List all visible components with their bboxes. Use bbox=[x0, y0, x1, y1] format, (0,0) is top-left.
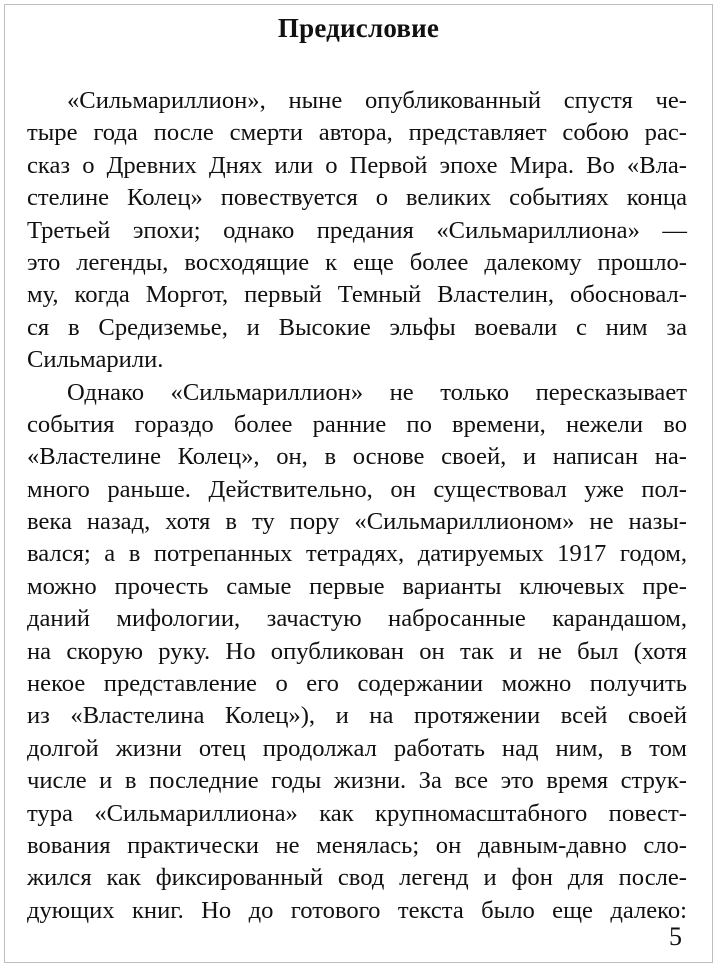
text-line: ся в Средиземье, и Высокие эльфы воевали с ним за bbox=[27, 313, 687, 341]
text-line: можно прочесть самые первые варианты ключевых пре- bbox=[27, 572, 687, 600]
page-number: 5 bbox=[669, 922, 682, 951]
text-line: из «Властелина Колец»), и на протяжении всей своей bbox=[27, 702, 687, 730]
text-line: много раньше. Действительно, он существовал уже пол- bbox=[27, 475, 687, 503]
text-line: Третьей эпохи; однако предания «Сильмариллиона» — bbox=[27, 216, 687, 244]
text-line: века назад, хотя в ту пору «Сильмариллионом» не назы- bbox=[27, 508, 687, 536]
text-line: Сильмарили. bbox=[27, 346, 164, 374]
text-line: «Властелине Колец», он, в основе своей, и написан на- bbox=[27, 443, 687, 471]
text-line: на скорую руку. Но опубликован он так и не был (хотя bbox=[27, 637, 687, 665]
text-line: некое представление о его содержании можно получить bbox=[27, 670, 687, 698]
text-line: «Сильмариллион», ныне опубликованный спустя че- bbox=[67, 87, 687, 114]
book-page bbox=[4, 4, 713, 963]
text-line: Однако «Сильмариллион» не только пересказывает bbox=[67, 378, 687, 406]
text-line: му, когда Моргот, первый Темный Властелин, обосновал- bbox=[27, 281, 687, 309]
text-line: сказ о Древних Днях или о Первой эпохе Мира. Во «Вла- bbox=[27, 151, 687, 179]
text-line: это легенды, восходящие к еще более далекому прошло- bbox=[27, 248, 687, 276]
text-line: стелине Колец» повествуется о великих событиях конца bbox=[27, 184, 687, 212]
text-line: числе и в последние годы жизни. За все это время струк- bbox=[27, 767, 687, 795]
text-line: жился как фиксированный свод легенд и фон для после- bbox=[27, 864, 687, 892]
page-title: Предисловие bbox=[277, 13, 440, 43]
text-line: вался; а в потрепанных тетрадях, датируемых 1917 годом, bbox=[27, 540, 687, 568]
text-line: тыре года после смерти автора, представляет собою рас- bbox=[27, 119, 687, 147]
page-body bbox=[27, 85, 687, 927]
text-line: тура «Сильмариллиона» как крупномасштабного повест- bbox=[27, 799, 687, 827]
text-line: вования практически не менялась; он давным-давно сло- bbox=[27, 831, 687, 859]
text-line: события гораздо более ранние по времени, нежели во bbox=[27, 410, 687, 438]
text-line: даний мифологии, зачастую набросанные карандашом, bbox=[27, 605, 687, 633]
text-line: долгой жизни отец продолжал работать над ним, в том bbox=[27, 734, 687, 762]
paragraph-2 bbox=[27, 377, 687, 928]
paragraph-1 bbox=[27, 85, 687, 377]
text-line: дующих книг. Но до готового текста было еще далеко: bbox=[27, 896, 687, 924]
